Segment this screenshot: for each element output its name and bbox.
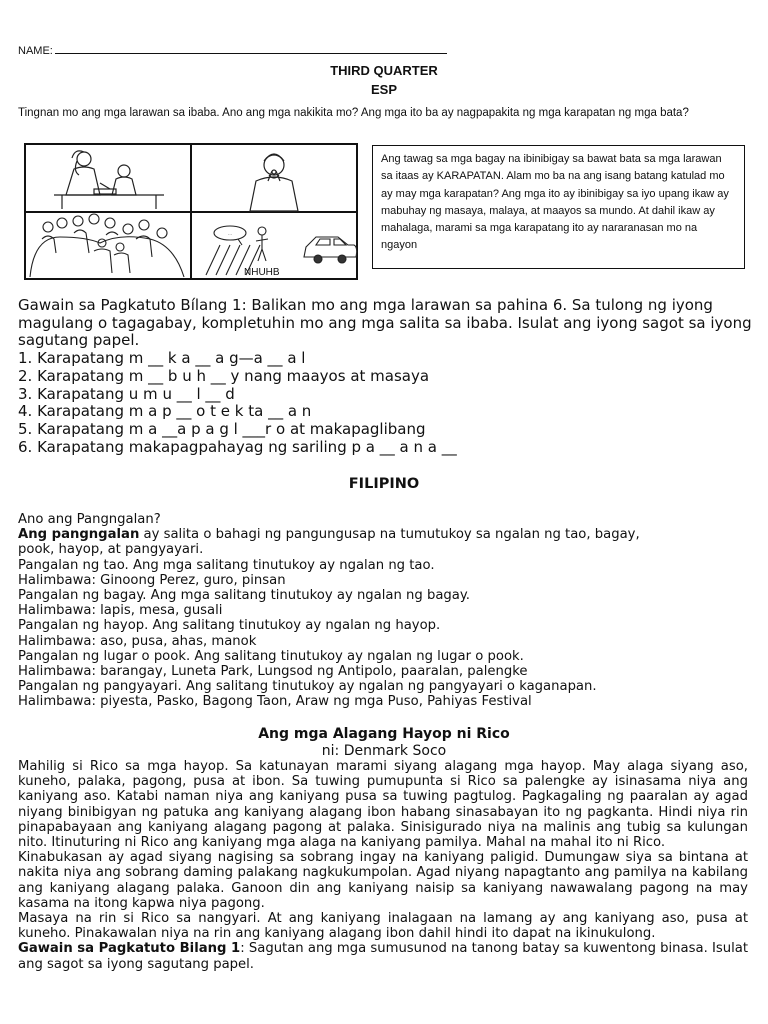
name-label: NAME: bbox=[18, 45, 53, 57]
lesson-line-3: Pangalan ng bagay. Ang mga salitang tinutukoy ay ngalan ng bagay. bbox=[18, 588, 470, 604]
story-title: Ang mga Alagang Hayop ni Rico bbox=[258, 726, 510, 742]
esp-item-5: 5. Karapatang m a __a p a g l ___r o at makapaglibang bbox=[18, 419, 426, 438]
story-author: ni: Denmark Soco bbox=[321, 743, 447, 759]
story-task-text: : Sagutan ang mga sumusunod na tanong batay sa kuwentong binasa. Isulat ang sagot sa iyong sagutang papel. bbox=[18, 941, 749, 972]
lesson-line-7: Pangalan ng lugar o pook. Ang salitang tinutukoy ay ngalan ng lugar o pook. bbox=[18, 648, 524, 664]
lesson-line-10: Halimbawa: piyesta, Pasko, Bagong Taon, Araw ng mga Puso, Pahiyas Festival bbox=[18, 694, 532, 710]
story-task-label: Gawain sa Pagkatuto Bilang 1 bbox=[18, 941, 241, 957]
rights-explanation-box: Ang tawag sa mga bagay na ibinibigay sa bawat bata sa mga larawan sa itaas ay KARAPATAN. Alam mo ba na ang isang batang katulad mo ay may mga karapatan? Ang mga ito ay ibinibigay sa iyo upang ikaw ay mabuhay ng masaya, malaya, at maayos sa mundo. At dahil ikaw ay mahalaga, marami sa mga karapatang ito ay nararanasan mo na ngayon bbox=[372, 145, 745, 269]
study-drawing bbox=[54, 151, 164, 209]
family-drawing bbox=[30, 214, 184, 277]
story-body bbox=[18, 759, 748, 972]
story-task bbox=[18, 941, 748, 971]
definition-line bbox=[18, 527, 753, 542]
esp-item-2: 2. Karapatang m __ b u h __ y nang maayos at masaya bbox=[18, 366, 430, 385]
esp-item-3: 3. Karapatang u m u __ l __ d bbox=[18, 384, 235, 403]
eating-drawing bbox=[250, 154, 298, 211]
quarter-heading: THIRD QUARTER bbox=[330, 63, 438, 78]
esp-item-1: 1. Karapatang m __ k a __ a g—a __ a l bbox=[18, 349, 306, 368]
intro-instruction: Tingnan mo ang mga larawan sa ibaba. Ano ang mga nakikita mo? Ang mga ito ba ay nagpapakita ng mga karapatan ng mga bata? bbox=[18, 107, 689, 119]
story-paragraph-1: Mahilig si Rico sa mga hayop. Sa katunayan marami siyang alagang mga hayop. May alaga siyang aso, kuneho, palaka, pagong, pusa at ibon. Sa tuwing pumupunta si Rico sa palengke ay isinasama niya ang kaniyang aso. Katabi naman niya ang kaniyang pusa sa tuwing pagtulog. Pagkagaling ng paaralan ay agad niyang binibigyan ng patuka ang kaniyang alagang ibon habang sinasabayan ito ng pagkanta. Hindi niya rin pinapabayaan ang kaniyang alagang pagong at palaka. Sinisigurado niya na malinis ang tubig sa kulungan nito. Itinuturing ni Rico ang kaniyang mga alaga na kaniyang pamilya. Mahal na mahal ito ni Rico. bbox=[18, 759, 748, 851]
pangngalan-lesson bbox=[18, 512, 753, 710]
picture-panel-study bbox=[25, 144, 191, 212]
definition-text: ay salita o bahagi ng pangungusap na tumutukoy sa ngalan ng tao, bagay, bbox=[139, 527, 640, 543]
esp-activity bbox=[18, 297, 753, 456]
lesson-line-6: Halimbawa: aso, pusa, ahas, manok bbox=[18, 633, 257, 649]
lesson-line-9: Pangalan ng pangyayari. Ang salitang tinutukoy ay ngalan ng pangyayari o kaganapan. bbox=[18, 679, 597, 695]
esp-item-4: 4. Karapatang m a p __ o t e k ta __ a n bbox=[18, 402, 312, 421]
definition-term: Ang pangngalan bbox=[18, 527, 140, 543]
children-rights-pictures bbox=[24, 143, 358, 280]
esp-item-6: 6. Karapatang makapagpahayag ng sariling p a __ a n a __ bbox=[18, 437, 457, 456]
esp-activity-instruction: Gawain sa Pagkatuto Bílang 1: Balikan mo ang mga larawan sa pahina 6. Sa tulong ng iyong magulang o tagagabay, kompletuhin mo ang mga salita sa ibaba. Isulat ang iyong sagot sa iyong sagutang papel. bbox=[18, 296, 752, 350]
lesson-question: Ano ang Pangngalan? bbox=[18, 512, 161, 527]
definition-line-2: pook, hayop, at pangyayari. bbox=[18, 542, 204, 558]
lesson-line-4: Halimbawa: lapis, mesa, gusali bbox=[18, 603, 223, 619]
lesson-line-1: Pangalan ng tao. Ang mga salitang tinutukoy ay ngalan ng tao. bbox=[18, 557, 435, 573]
lesson-line-8: Halimbawa: barangay, Luneta Park, Lungsod ng Antipolo, paaralan, palengke bbox=[18, 664, 528, 680]
filipino-heading: FILIPINO bbox=[348, 476, 420, 492]
story-paragraph-2: Kinabukasan ay agad siyang nagising sa sobrang ingay na kaniyang paligid. Dumungaw siya sa bintana at nakita niya ang sobrang daming palakang nagkukumpolan. Agad niyang napagtanto ang pamilya na kabilang ang kaniyang alagang palaka. Ganoon din ang kaniyang naisip sa kaniyang nawawalang pagong na may kasama na itong kapwa niya pagong. bbox=[18, 850, 748, 911]
lesson-line-2: Halimbawa: Ginoong Perez, guro, pinsan bbox=[18, 572, 286, 588]
lesson-line-5: Pangalan ng hayop. Ang salitang tinutukoy ay ngalan ng hayop. bbox=[18, 618, 441, 634]
subject-heading: ESP bbox=[370, 82, 397, 97]
name-field[interactable] bbox=[18, 44, 447, 57]
panel-caption: NHUHB bbox=[244, 267, 280, 278]
name-blank-line[interactable] bbox=[55, 44, 447, 54]
speech-bubble-text: ... bbox=[228, 231, 232, 236]
story-paragraph-3: Masaya na rin si Rico sa nangyari. At ang kaniyang inalagaan na lamang ay ang kaniyang aso, pusa at kuneho. Pinakawalan niya na rin ang kaniyang alagang ibon dahil hindi ito dapat na ikinukulong. bbox=[18, 911, 748, 942]
